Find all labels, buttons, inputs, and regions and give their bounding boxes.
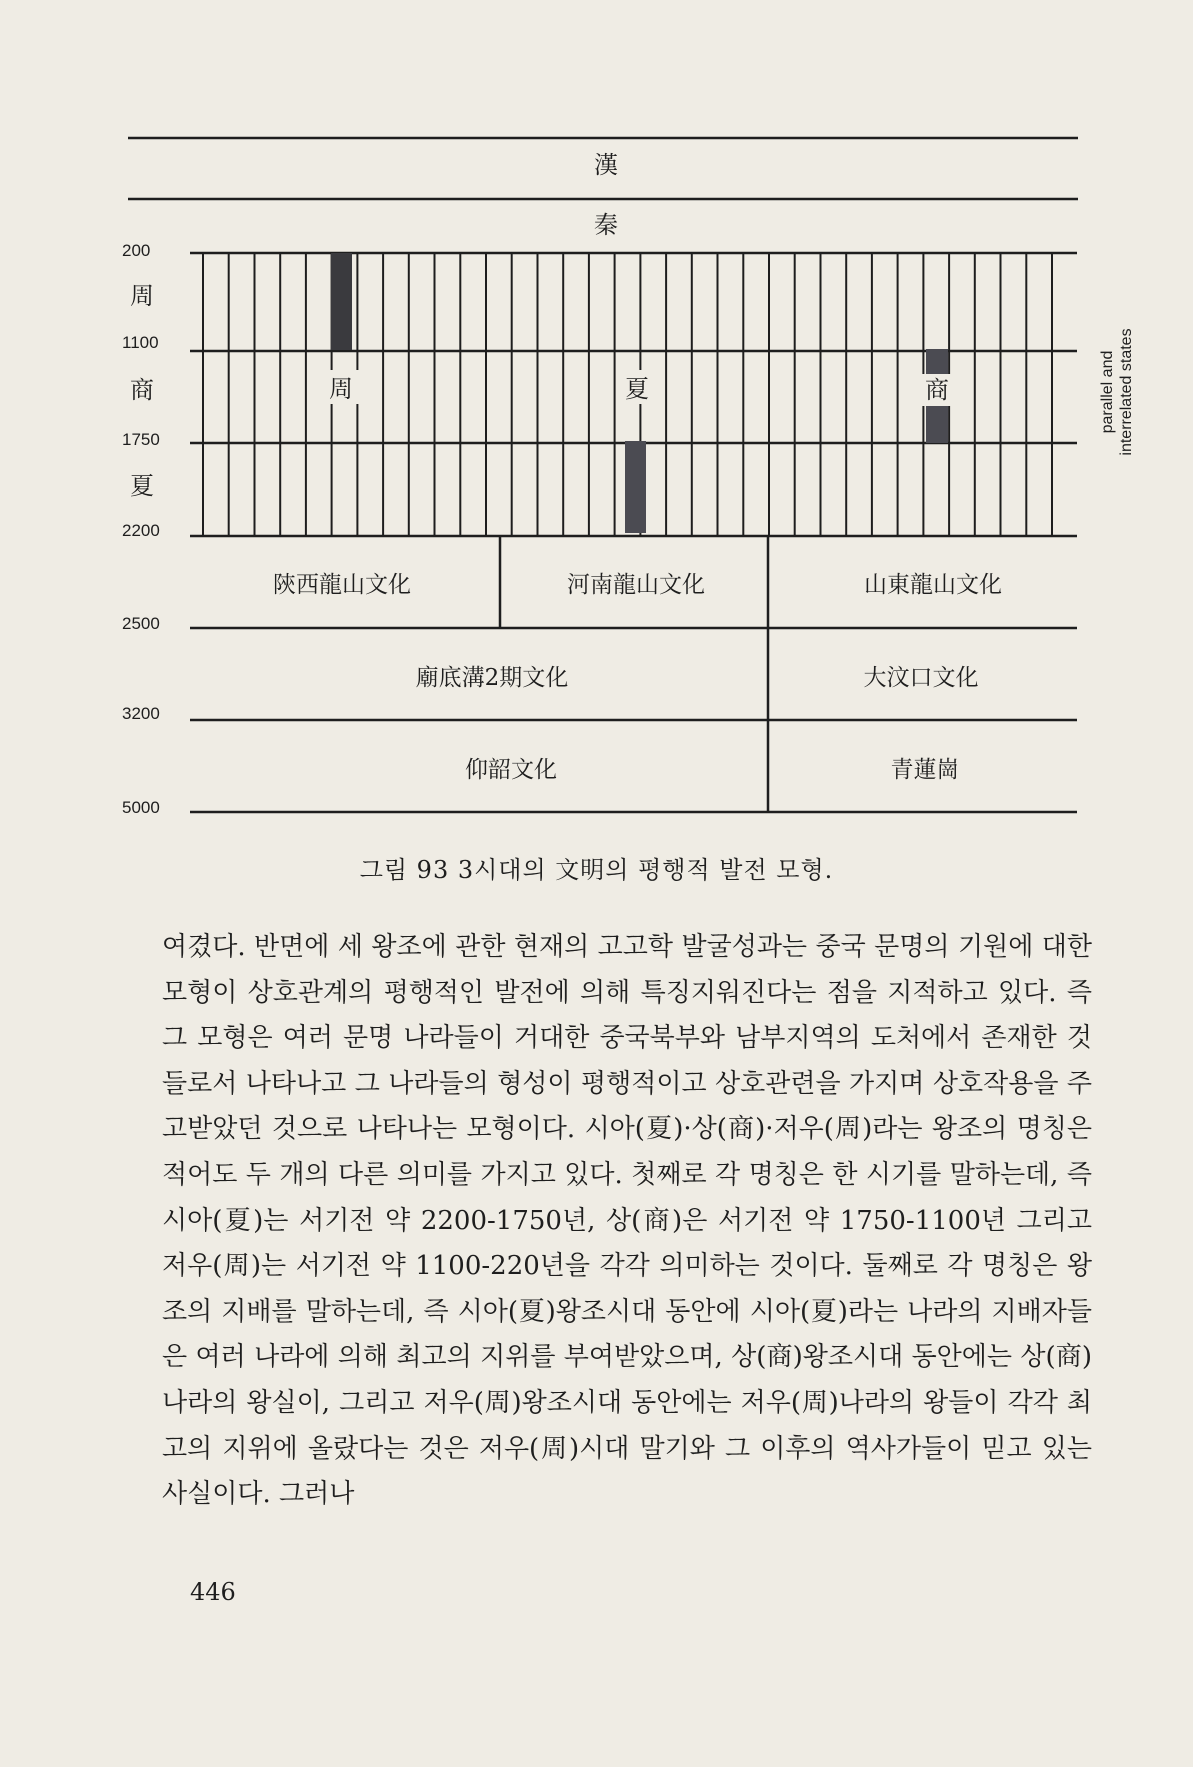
figure-caption: 그림 93 3시대의 文明의 평행적 발전 모형. — [359, 856, 834, 884]
state-label-zhou: 周 — [329, 375, 353, 403]
side-label-line2: interrelated states — [1118, 328, 1135, 456]
shang-state-bar-lower — [926, 406, 948, 443]
year-label-5000: 5000 — [122, 798, 160, 817]
body-text — [162, 925, 1092, 1518]
year-label-1100: 1100 — [122, 333, 159, 352]
page-number: 446 — [190, 1578, 236, 1606]
culture-shaanxi-longshan: 陝西龍山文化 — [273, 572, 411, 598]
culture-miaodigou-ii: 廟底溝2期文化 — [415, 665, 569, 691]
dynasty-han-label: 漢 — [594, 151, 618, 179]
state-label-shang: 商 — [925, 376, 949, 404]
culture-henan-longshan: 河南龍山文化 — [567, 572, 705, 598]
dynasty-zhou-axis-label: 周 — [130, 282, 154, 310]
parallel-development-diagram — [0, 0, 1193, 840]
side-label-line1: parallel and — [1099, 350, 1116, 434]
year-label-3200: 3200 — [122, 704, 160, 723]
year-label-2500: 2500 — [122, 614, 160, 633]
culture-yangshao: 仰韶文化 — [465, 757, 557, 783]
culture-dawenkou: 大汶口文化 — [863, 665, 979, 691]
shang-state-bar-upper — [926, 349, 948, 374]
year-label-2200: 2200 — [122, 521, 160, 540]
year-label-1750: 1750 — [122, 430, 160, 449]
parallel-states-side-label — [1099, 328, 1135, 455]
culture-shandong-longshan: 山東龍山文化 — [864, 572, 1002, 598]
body-paragraph: 여겼다. 반면에 세 왕조에 관한 현재의 고고학 발굴성과는 중국 문명의 기원에 대한 모형이 상호관계의 평행적인 발전에 의해 특징지워진다는 점을 지적하고 있다. 즉 그 모형은 여러 문명 나라들이 거대한 중국북부와 남부지역의 도처에서 존재한 것들로서 나타나고 그 나라들의 형성이 평행적이고 상호관련을 가지며 상호작용을 주고받았던 것으로 나타나는 모형이다. 시아(夏)·상(商)·저우(周)라는 왕조의 명칭은 적어도 두 개의 다른 의미를 가지고 있다. 첫째로 각 명칭은 한 시기를 말하는데, 즉 시아(夏)는 서기전 약 2200-1750년, 상(商)은 서기전 약 1750-1100년 그리고 저우(周)는 서기전 약 1100-220년을 각각 의미하는 것이다. 둘째로 각 명칭은 왕조의 지배를 말하는데, 즉 시아(夏)왕조시대 동안에 시아(夏)라는 나라의 지배자들은 여러 나라에 의해 최고의 지위를 부여받았으며, 상(商)왕조시대 동안에는 상(商)나라의 왕실이, 그리고 저우(周)왕조시대 동안에는 저우(周)나라의 왕들이 각각 최고의 지위에 올랐다는 것은 저우(周)시대 말기와 그 이후의 역사가들이 믿고 있는 사실이다. 그러나 — [162, 932, 1092, 1510]
dynasty-qin-label: 秦 — [594, 211, 618, 239]
year-label-200: 200 — [122, 241, 151, 260]
dynasty-shang-axis-label: 商 — [130, 376, 154, 404]
xia-state-bar — [625, 441, 646, 533]
state-label-xia: 夏 — [625, 375, 649, 403]
culture-qinglian-gang: 青蓮崗 — [890, 757, 960, 783]
dynasty-xia-axis-label: 夏 — [130, 472, 154, 500]
zhou-state-bar — [331, 253, 352, 350]
